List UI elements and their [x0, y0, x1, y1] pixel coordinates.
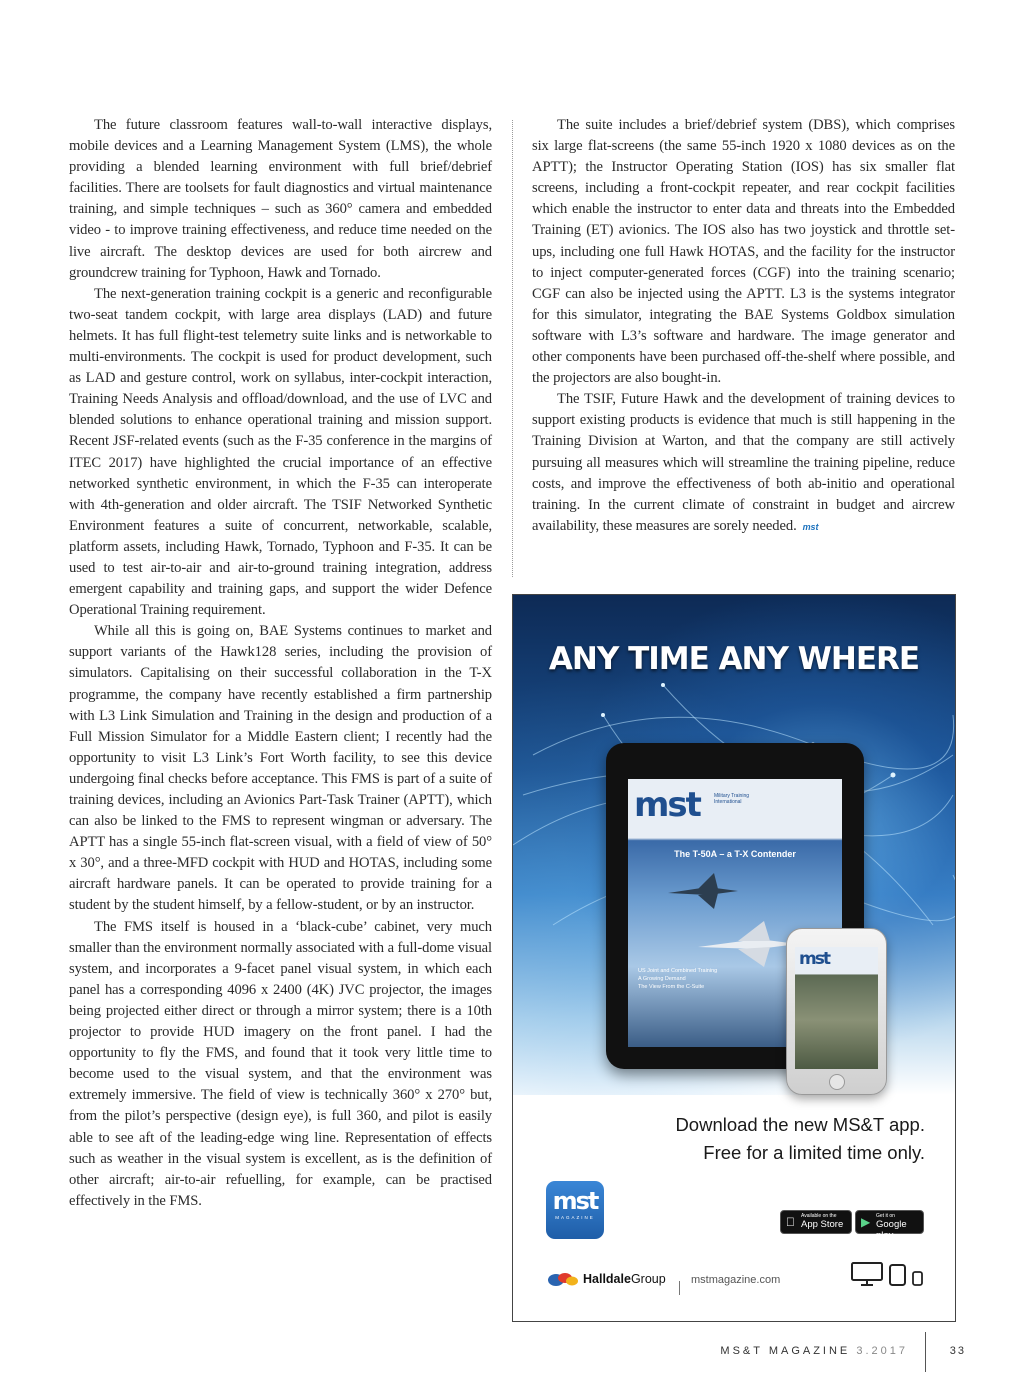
- publisher-bold: Halldale: [583, 1272, 631, 1286]
- jet-icon: [668, 871, 738, 911]
- cover-subtitle: Military Training International: [714, 793, 750, 805]
- jet-icon: [698, 919, 798, 969]
- page-number: 33: [949, 1345, 966, 1357]
- phone-cover-logo: mst: [799, 949, 829, 969]
- store-small-label: Available on the: [801, 1213, 837, 1219]
- devices-icon: [851, 1262, 927, 1286]
- footer-issue: 3.2017: [856, 1345, 908, 1357]
- store-small-label: Get it on: [876, 1213, 895, 1219]
- ad-headline: ANY TIME ANY WHERE: [548, 641, 920, 677]
- footer-magazine: [700, 1345, 908, 1357]
- app-advertisement[interactable]: [512, 594, 956, 1322]
- play-icon: ▶: [861, 1215, 871, 1229]
- paragraph: The FMS itself is housed in a ‘black-cube’ cabinet, very much smaller than the environment normally associated with a full-dome visual system, and incorporates a 9-facet panel visual system, in which each panel has a corresponding 4096 x 2400 (4K) JVC projector, the images being projected either direct or through a mirror system; there is a 10th projector to provide HUD imagery on the front panel. I had the opportunity to fly the FMS, and found that it took very little time to become used to the visual system, and that the environment was extremely immersive. The field of view is technically 360° x 270° but, from the pilot’s perspective (design eye), is full 360, and pilot is easily able to see aft of the leading-edge wing line. Representation of effects such as weather in the visual system is excellent, as is the definition of other aircraft; air-to-air refuelling, for example, can be practised effectively in the FMS.: [69, 918, 492, 1209]
- article-column-left: [69, 115, 492, 1212]
- paragraph-text: The TSIF, Future Hawk and the development of training devices to support existing products is evidence that much is still happening in the Training Division at Warton, and that the company are still actively pursuing all measures which will streamline the training pipeline, reduce costs, and improve the effectiveness of both ab-initio and operational training. In the current climate of constraint in budget and aircrew availability, these measures are sorely needed.: [532, 391, 955, 534]
- cover-teaser: A Growing Demand: [638, 976, 686, 982]
- publisher-name: [583, 1272, 666, 1286]
- ad-separator: [679, 1281, 680, 1295]
- apple-icon: [786, 1215, 795, 1229]
- cover-teaser: The View From the C-Suite: [638, 984, 705, 990]
- cover-teaser: US Joint and Combined Training: [638, 968, 718, 974]
- paragraph: The next-generation training cockpit is a generic and reconfigurable two-seat tandem cockpit, with large area displays (LAD) and future helmets. It has full flight-test telemetry suite links and is networkable to multi-environments. The cockpit is used for product development, such as LAD and gesture control, work on syllabus, inter-cockpit interaction, Training Needs Analysis and offload/download, and the use of LVC and blended solutions to enhance operational training and mission support. Recent JSF-related events (such as the F-35 conference in the margins of ITEC 2017) have highlighted the crucial importance of an effective networked synthetic environment, in which the F-35 can interoperate with 4th-generation and older aircraft. The TSIF Networked Synthetic Environment features a suite of concurrent, networkable, scalable, platform assets, including Hawk, Tornado, Typhoon and F-35. It can be used to test air-to-air and air-to-ground training integration, address emergent capability and training gaps, and support the wider Defence Operational Training requirement.: [69, 285, 492, 619]
- column-divider: [512, 120, 513, 577]
- halldale-logo-icon: [547, 1271, 581, 1287]
- ad-url-link[interactable]: mstmagazine.com: [691, 1274, 781, 1286]
- paragraph-last: [532, 389, 955, 538]
- ad-download-line: Download the new MS&T app.: [675, 1114, 925, 1135]
- mst-magazine-logo: [546, 1181, 604, 1239]
- app-store-button[interactable]: [780, 1210, 852, 1234]
- phone-device-image: [786, 928, 887, 1095]
- cover-teasers: [638, 967, 778, 991]
- ad-hero-image: [513, 595, 955, 1095]
- phone-magazine-cover: [795, 947, 878, 1069]
- google-play-button[interactable]: [855, 1210, 924, 1241]
- logo-text: mst: [552, 1187, 598, 1215]
- end-mark: mst: [802, 521, 819, 532]
- phone-home-button: [829, 1074, 845, 1090]
- ad-download-line: Free for a limited time only.: [703, 1142, 925, 1163]
- store-label: App Store: [801, 1219, 844, 1230]
- cover-logo: mst: [634, 785, 700, 825]
- paragraph: While all this is going on, BAE Systems continues to market and support variants of the Hawk128 series, including the provision of simulators. Capitalising on their successful collaboration in the T-X programme, the company have recently established a firm partnership with L3 Link Simulation and Training in the design and production of a Full Mission Simulator for a Middle Eastern client; I recently had the opportunity to visit L3 Link’s Fort Worth facility, to see this device undergoing final checks before acceptance. This FMS is part of a suite of training devices, including an Avionics Part-Task Trainer (APTT), which can also be linked to the FMS to represent wingman or adversary. The APTT has a single 55-inch flat-screen visual, with a field of view of 50° x 30°, and a three-MFD cockpit with HUD and HOTAS, including some aircraft hardware panels. It can be operated to provide training for a student by the student himself, by a fellow-student, or by an instructor.: [69, 623, 492, 914]
- article-column-right: [532, 115, 955, 538]
- store-label: Google play: [876, 1219, 907, 1241]
- cover-headline: The T-50A – a T-X Contender: [674, 849, 796, 859]
- footer-divider: [925, 1332, 926, 1372]
- footer-title: MS&T MAGAZINE: [720, 1345, 851, 1357]
- ad-download-text: [613, 1111, 925, 1167]
- publisher-rest: Group: [630, 1272, 666, 1286]
- paragraph: The suite includes a brief/debrief system (DBS), which comprises six large flat-screens (the same 55-inch 1920 x 1080 devices as on the APTT); the Instructor Operating Station (IOS) has six smaller flat screens, including a front-cockpit repeater, and rear cockpit facilities which enable the instructor to enter data and threats into the Embedded Training (ET) avionics. The IOS also has two joystick and throttle set-ups, including one full Hawk HOTAS, and the facility for the instructor to inject computer-generated forces (CGF) into the training scenario; CGF can also be injected using the APTT. L3 is the systems integrator for this simulator, integrating the BAE Systems Goldbox simulation software with L3’s software and hardware. The image generator and other components have been purchased off-the-shelf where possible, and the projectors are also bought-in.: [532, 117, 955, 387]
- paragraph: The future classroom features wall-to-wall interactive displays, mobile devices and a Learning Management System (LMS), the whole providing a blended learning environment with full brief/debrief facilities. There are toolsets for fault diagnostics and virtual maintenance training, and simple techniques – such as 360° camera and embedded video - to improve training effectiveness, and reduce time needed on the live aircraft. The desktop devices are used for both aircrew and groundcrew training for Typhoon, Hawk and Tornado.: [69, 117, 492, 281]
- logo-subtext: MAGAZINE: [555, 1215, 595, 1220]
